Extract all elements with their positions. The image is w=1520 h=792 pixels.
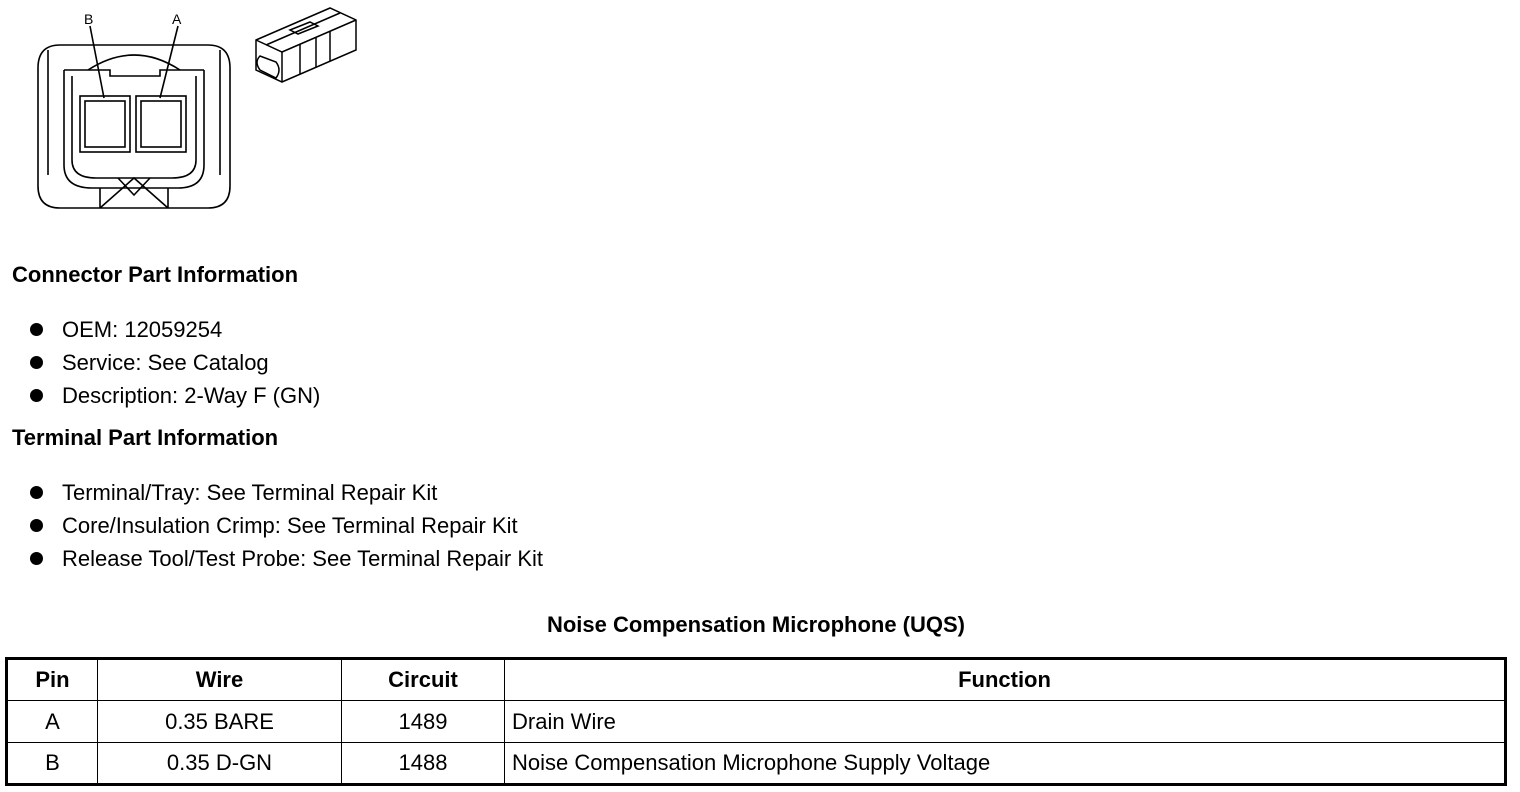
pin-table (5, 657, 1507, 786)
bullet-icon (30, 519, 43, 532)
header-circuit: Circuit (342, 659, 505, 701)
table-row (7, 743, 1506, 785)
cell-wire: 0.35 BARE (98, 701, 342, 743)
connector-part-info-list (30, 313, 320, 412)
list-item: Description: 2-Way F (GN) (30, 379, 320, 412)
header-function: Function (505, 659, 1506, 701)
cell-function: Noise Compensation Microphone Supply Voltage (505, 743, 1506, 785)
cell-function: Drain Wire (505, 701, 1506, 743)
pin-table-title: Noise Compensation Microphone (UQS) (546, 612, 966, 637)
pin-label-b: B (84, 11, 94, 27)
connector-iso-view (256, 8, 356, 82)
header-pin: Pin (7, 659, 98, 701)
bullet-icon (30, 323, 43, 336)
cell-circuit: 1488 (342, 743, 505, 785)
list-item: Terminal/Tray: See Terminal Repair Kit (30, 476, 543, 509)
table-header-row (7, 659, 1506, 701)
cell-wire: 0.35 D-GN (98, 743, 342, 785)
bullet-icon (30, 486, 43, 499)
connector-diagram (0, 0, 380, 225)
bullet-icon (30, 356, 43, 369)
list-item: Core/Insulation Crimp: See Terminal Repair Kit (30, 509, 543, 542)
bullet-icon (30, 389, 43, 402)
connector-part-info-title: Connector Part Information (12, 262, 299, 287)
table-row (7, 701, 1506, 743)
terminal-part-info-title: Terminal Part Information (12, 425, 279, 450)
pin-label-a: A (172, 11, 182, 27)
header-wire: Wire (98, 659, 342, 701)
bullet-icon (30, 552, 43, 565)
list-item: Service: See Catalog (30, 346, 320, 379)
cell-pin: B (7, 743, 98, 785)
list-item: OEM: 12059254 (30, 313, 320, 346)
cell-circuit: 1489 (342, 701, 505, 743)
list-item: Release Tool/Test Probe: See Terminal Repair Kit (30, 542, 543, 575)
terminal-part-info-list (30, 476, 543, 575)
cell-pin: A (7, 701, 98, 743)
